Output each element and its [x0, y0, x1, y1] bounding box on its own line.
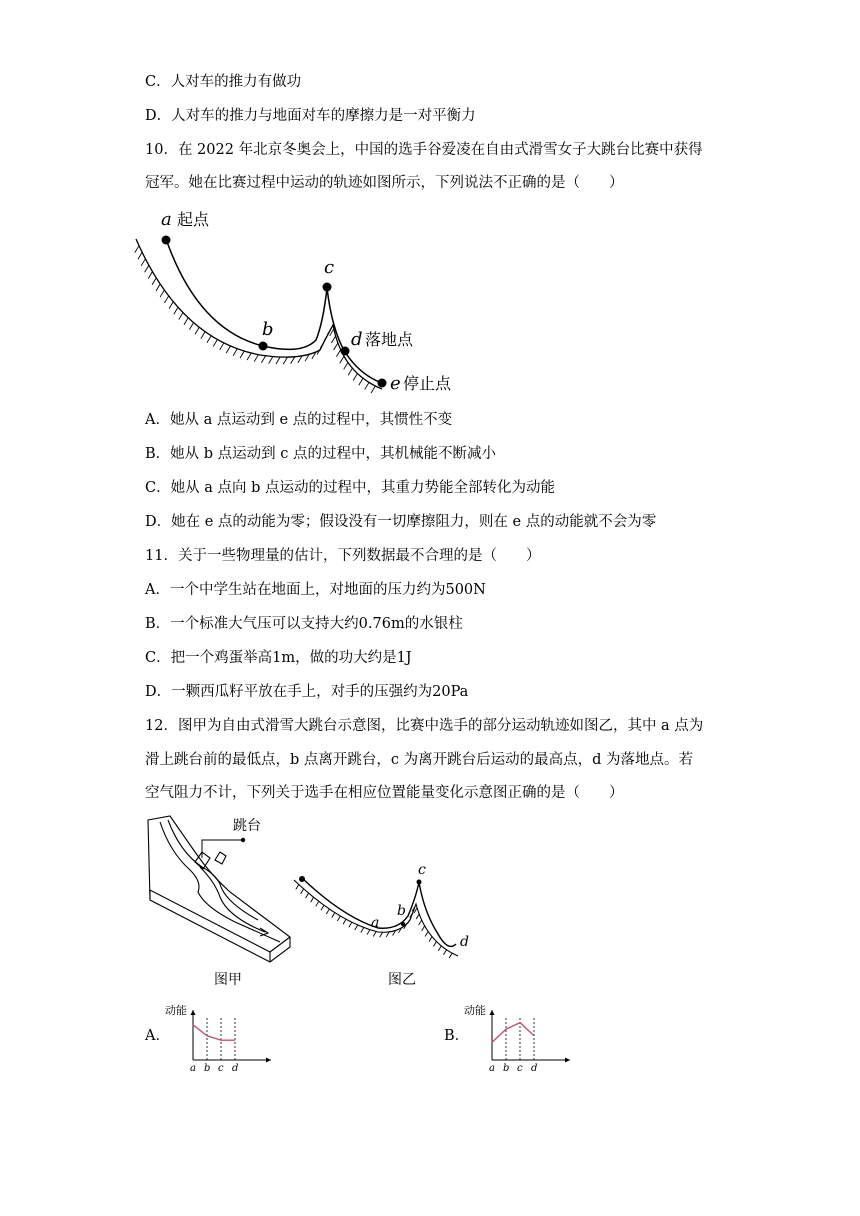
q12-yi-point-d: d — [460, 934, 469, 950]
q12-yi-point-b: b — [397, 903, 406, 919]
q9-option-d: D．人对车的推力与地面对车的摩擦力是一对平衡力 — [145, 108, 476, 124]
q12-b-ylabel: 动能 — [464, 1004, 486, 1017]
q10-label-e-text: 停止点 — [403, 374, 452, 393]
q10-point-a — [162, 236, 171, 245]
q10-label-d-text: 落地点 — [365, 330, 414, 349]
q10-label-a-letter: a — [161, 209, 172, 230]
q11-option-a: A．一个中学生站在地面上，对地面的压力约为500N — [145, 582, 486, 598]
graph-xtick: d — [531, 1063, 538, 1074]
q12-jia-caption: 图甲 — [214, 972, 242, 988]
q10-point-c — [323, 283, 332, 292]
q10-option-d: D．她在 e 点的动能为零；假设没有一切摩擦阻力，则在 e 点的动能就不会为零 — [145, 514, 657, 530]
q10-stem-line1: 10．在 2022 年北京冬奥会上，中国的选手谷爱凌在自由式滑雪女子大跳台比赛中获得 — [145, 142, 703, 158]
q12-a-ylabel: 动能 — [165, 1004, 187, 1017]
q10-label-a-text: 起点 — [177, 210, 210, 229]
kinetic-energy-line — [492, 1023, 534, 1043]
q9-option-c: C．人对车的推力有做功 — [145, 74, 302, 90]
q12-yi-point-c: c — [418, 862, 426, 878]
q12-option-b-graph — [464, 1000, 574, 1075]
graph-xtick: b — [204, 1063, 211, 1074]
q10-label-b-letter: b — [262, 319, 274, 340]
q10-option-a: A．她从 a 点运动到 e 点的过程中，其惯性不变 — [145, 412, 453, 428]
q10-point-e — [378, 379, 387, 388]
graph-xtick: d — [232, 1063, 239, 1074]
q10-option-c: C．她从 a 点向 b 点运动的过程中，其重力势能全部转化为动能 — [145, 480, 555, 496]
graph-xtick: b — [503, 1063, 510, 1074]
q12-yi-caption: 图乙 — [388, 972, 416, 988]
graph-xtick: c — [218, 1063, 224, 1074]
q12-stem-line2: 滑上跳台前的最低点，b 点离开跳台，c 为离开跳台后运动的最高点，d 为落地点。若 — [145, 752, 694, 768]
q11-option-b: B．一个标准大气压可以支持大约0.76m的水银柱 — [145, 616, 463, 632]
q10-ground-hatch — [135, 239, 382, 393]
q12-stem-line3: 空气阻力不计，下列关于选手在相应位置能量变化示意图正确的是（ ） — [145, 785, 624, 801]
q11-option-d: D．一颗西瓜籽平放在手上，对手的压强约为20Pa — [145, 684, 469, 700]
q12-jia-platform-label: 跳台 — [233, 818, 261, 834]
q12-yi-point-a: a — [371, 915, 380, 931]
q10-trajectory-path — [166, 239, 382, 383]
q12-figure-yi — [288, 812, 478, 992]
q12-option-a-label: A． — [145, 1028, 170, 1044]
q11-stem: 11．关于一些物理量的估计，下列数据最不合理的是（ ） — [145, 548, 541, 564]
graph-xtick: a — [489, 1063, 495, 1074]
q10-trajectory-figure — [120, 205, 450, 400]
q10-label-d-letter: d — [351, 329, 363, 350]
graph-xtick: c — [517, 1063, 523, 1074]
q12-option-b-label: B． — [444, 1028, 470, 1044]
q10-option-b: B．她从 b 点运动到 c 点的过程中，其机械能不断减小 — [145, 446, 496, 462]
q12-yi-trajectory — [302, 878, 456, 946]
q12-option-a-graph — [165, 1000, 275, 1075]
q10-stem-line2: 冠军。她在比赛过程中运动的轨迹如图所示，下列说法不正确的是（ ） — [145, 175, 624, 191]
graph-xtick: a — [190, 1063, 196, 1074]
kinetic-energy-line — [193, 1025, 235, 1040]
q10-point-b — [259, 342, 268, 351]
q10-label-e-letter: e — [390, 373, 401, 394]
q10-label-c-letter: c — [324, 257, 335, 278]
q10-point-d — [341, 347, 350, 356]
q12-figure-jia — [140, 812, 300, 992]
q11-option-c: C．把一个鸡蛋举高1m，做的功大约是1J — [145, 650, 412, 666]
q12-stem-line1: 12．图甲为自由式滑雪大跳台示意图，比赛中选手的部分运动轨迹如图乙，其中 a 点为 — [145, 718, 704, 734]
